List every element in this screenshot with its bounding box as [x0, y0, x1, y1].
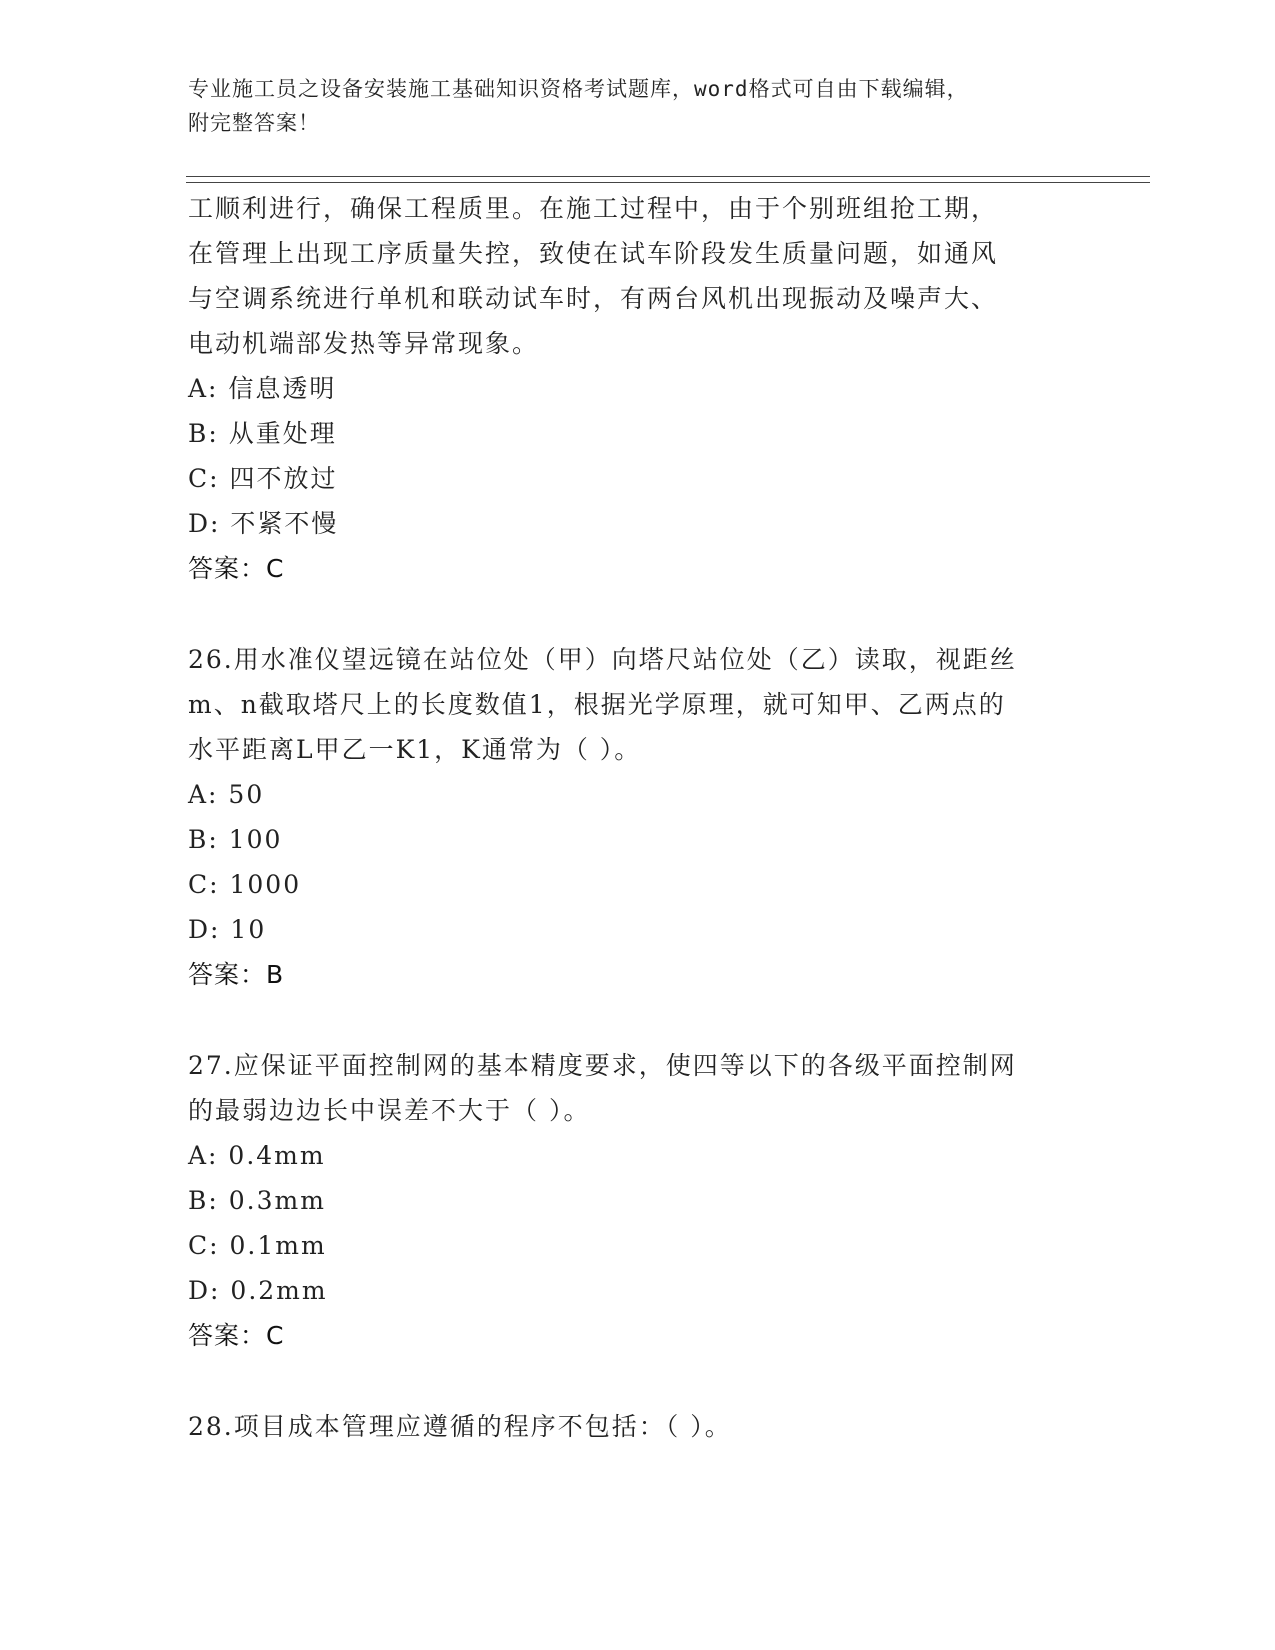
option-a: A: 50	[188, 780, 265, 809]
option-b: B: 0.3mm	[188, 1186, 326, 1215]
answer-line: 答案：C	[188, 1321, 285, 1350]
option-a: A: 0.4mm	[188, 1141, 326, 1170]
option-c: C: 1000	[188, 870, 302, 899]
document-body	[188, 186, 1088, 1449]
question-stem-line: 水平距离L甲乙一K1，K通常为（ ）。	[188, 735, 642, 764]
question-25-continued	[188, 186, 1088, 591]
question-stem-line: 工顺利进行，确保工程质里。在施工过程中，由于个别班组抢工期，	[188, 194, 999, 223]
header-line-1: 专业施工员之设备安装施工基础知识资格考试题库，word格式可自由下载编辑，	[188, 77, 969, 101]
question-stem-line: 电动机端部发热等异常现象。	[188, 329, 540, 358]
option-b: B: 100	[188, 825, 283, 854]
question-26	[188, 637, 1088, 997]
question-stem-line: 28.项目成本管理应遵循的程序不包括：（ ）。	[188, 1412, 732, 1441]
question-stem-line: 27.应保证平面控制网的基本精度要求，使四等以下的各级平面控制网	[188, 1051, 1017, 1080]
question-27	[188, 1043, 1088, 1358]
option-a: A: 信息透明	[188, 374, 337, 403]
answer-line: 答案：C	[188, 554, 285, 583]
option-d: D: 0.2mm	[188, 1276, 328, 1305]
question-stem-line: 与空调系统进行单机和联动试车时，有两台风机出现振动及噪声大、	[188, 284, 999, 313]
option-d: D: 不紧不慢	[188, 509, 339, 538]
page-header	[188, 72, 1068, 140]
answer-line: 答案：B	[188, 960, 285, 989]
option-b: B: 从重处理	[188, 419, 337, 448]
header-line-2: 附完整答案！	[188, 111, 320, 135]
header-divider	[186, 176, 1150, 183]
option-c: C: 四不放过	[188, 464, 338, 493]
question-stem-line: 的最弱边边长中误差不大于（ ）。	[188, 1096, 591, 1125]
question-stem-line: 26.用水准仪望远镜在站位处（甲）向塔尺站位处（乙）读取，视距丝	[188, 645, 1017, 674]
question-stem-line: 在管理上出现工序质量失控，致使在试车阶段发生质量问题，如通风	[188, 239, 999, 268]
option-d: D: 10	[188, 915, 267, 944]
option-c: C: 0.1mm	[188, 1231, 327, 1260]
question-28	[188, 1404, 1088, 1449]
question-stem-line: m、n截取塔尺上的长度数值1，根据光学原理，就可知甲、乙两点的	[188, 690, 1006, 719]
